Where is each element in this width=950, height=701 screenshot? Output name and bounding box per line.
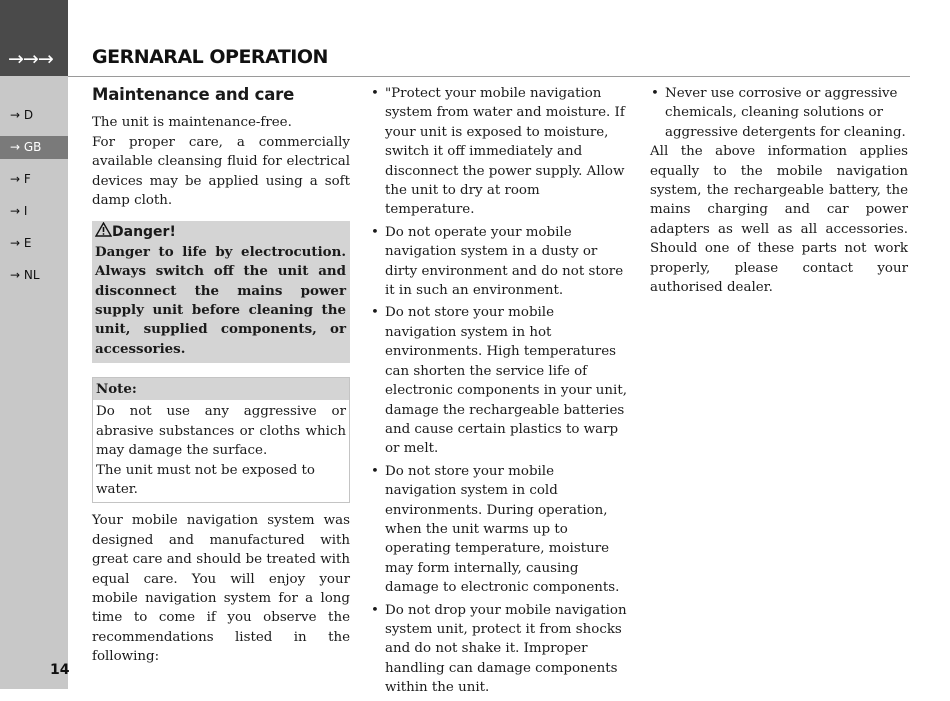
language-tab-gb[interactable]: → GB [0, 136, 68, 159]
note-heading: Note: [93, 378, 349, 400]
language-tab-d[interactable]: → D [10, 108, 34, 122]
note-text-1: Do not use any aggressive or abrasive substances or cloths which may damage the surface. [96, 404, 346, 459]
column-middle [370, 84, 628, 701]
language-list [0, 104, 68, 296]
list-item: • "Protect your mobile navigation system from water and moisture. If your unit is exposed to moisture, switch it off immediately and disconnect the power supply. Allow the unit to dry at room temperature. [370, 84, 628, 220]
list-item: • Do not operate your mobile navigation system in a dusty or dirty environment and do not store it in such an environment. [370, 223, 628, 301]
sidebar [0, 0, 68, 689]
intro-paragraph: The unit is maintenance-free. For proper care, a commercially available cleansing fluid for electrical devices may be applied using a soft damp cloth. [92, 115, 350, 209]
list-item: • Do not drop your mobile navigation system unit, protect it from shocks and do not shake it. Improper handling can damage components within the unit. [370, 601, 628, 698]
note-body [93, 400, 349, 502]
summary-paragraph: All the above information applies equally to the mobile navigation system, the rechargeable battery, the mains charging and car power adapters as well as all accessories. Should one of these parts not work properly, please contact your authorised dealer. [650, 144, 908, 296]
care-recommendations-list [370, 84, 628, 698]
list-item: • Do not store your mobile navigation system in cold environments. During operation, when the unit warms up to operating temperature, moisture may form internally, causing damage to electronic components. [370, 462, 628, 598]
list-item: • Never use corrosive or aggressive chemicals, cleaning solutions or aggressive detergents for cleaning. [650, 84, 908, 142]
sidebar-header [0, 0, 68, 76]
header-divider [68, 76, 910, 77]
column-right [650, 84, 908, 297]
page-number: 14 [50, 662, 70, 678]
outro-paragraph: Your mobile navigation system was designed and manufactured with great care and should be treated with equal care. You will enjoy your mobile navigation system for a long time to come if you observe the recommendations listed in the following: [92, 513, 350, 665]
language-tab-e[interactable]: → E [10, 236, 32, 250]
warning-triangle-icon [95, 222, 112, 237]
page-title: GERNARAL OPERATION [92, 46, 328, 68]
language-tab-nl[interactable]: → NL [10, 268, 40, 282]
note-box [92, 377, 350, 503]
section-title: Maintenance and care [92, 85, 295, 104]
danger-box [92, 221, 350, 363]
danger-heading [95, 222, 346, 242]
column-left [92, 84, 350, 667]
danger-heading-label: Danger! [112, 224, 176, 241]
arrows-icon: →→→ [8, 48, 53, 70]
danger-text: Danger to life by electrocution. Always switch off the unit and disconnect the mains power supply unit before cleaning the unit, supplied components, or accessories. [95, 243, 346, 357]
list-item: • Do not store your mobile navigation system in hot environments. High temperatures can shorten the service life of electronic components in your unit, damage the rechargeable batteries and cause certain plastics to warp or melt. [370, 303, 628, 458]
note-text-2: The unit must not be exposed to water. [96, 462, 315, 497]
chemicals-warning-list [650, 84, 908, 142]
language-tab-i[interactable]: → I [10, 204, 28, 218]
language-tab-f[interactable]: → F [10, 172, 31, 186]
